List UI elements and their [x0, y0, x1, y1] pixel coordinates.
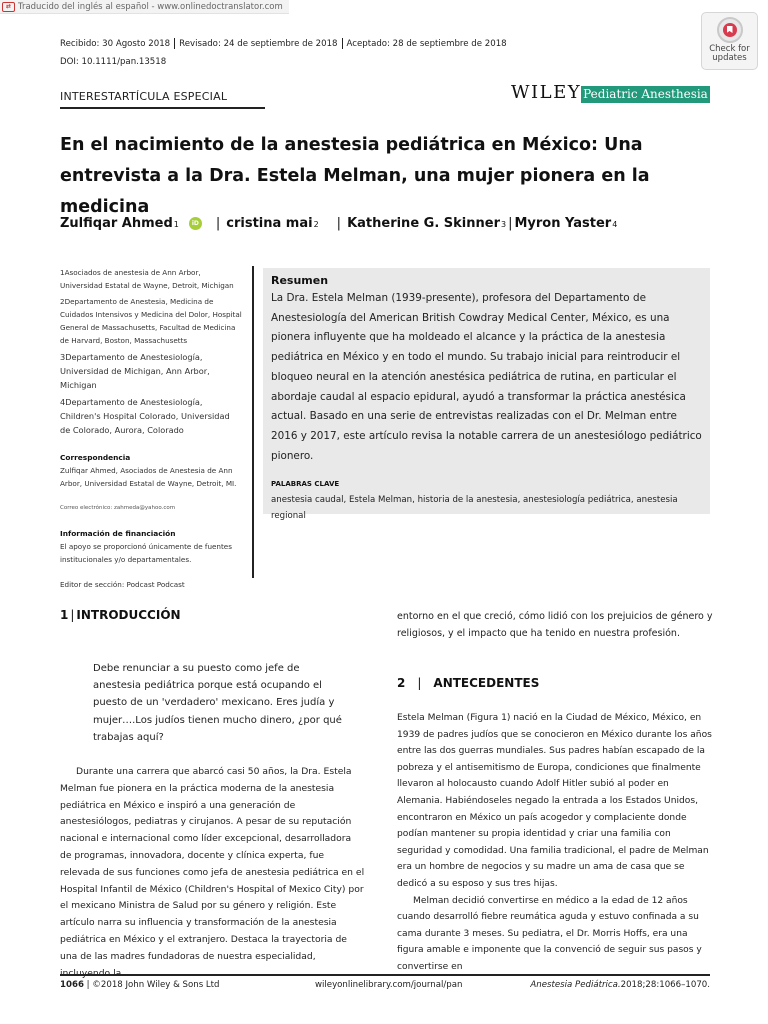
- author-affiliation-number: 4: [612, 220, 618, 229]
- funding-label: Información de financiación: [60, 529, 176, 538]
- section-number: 2: [397, 676, 406, 690]
- divider: [252, 266, 254, 578]
- divider: [342, 38, 343, 49]
- author-name[interactable]: Katherine G. Skinner: [347, 216, 500, 231]
- author-separator: |: [336, 216, 342, 231]
- author-name[interactable]: Myron Yaster: [514, 216, 612, 231]
- article-dates: [60, 39, 507, 49]
- page-number: 1066: [60, 980, 84, 990]
- author-separator: |: [215, 216, 221, 231]
- section-heading: [60, 608, 181, 622]
- affiliation: 1Asociados de anestesia de Ann Arbor, Universidad Estatal de Wayne, Detroit, Michigan: [60, 268, 234, 290]
- paragraph: Melman decidió convertirse en médico a la edad de 12 años cuando desarrolló fiebre reumática aguda y estuvo confinada a su cama durante 3 meses. Su pediatra, el Dr. Morris Hoffs, era una figura amable e imponente que la convenció de seguir sus pasos y convertirse en: [397, 895, 702, 972]
- article-type: INTERESTARTÍCULA ESPECIAL: [60, 90, 228, 103]
- author-affiliation-number: 3: [501, 220, 507, 229]
- article-title: En el nacimiento de la anestesia pediátrica en México: Una entrevista a la Dra. Estela Melman, una mujer pionera en la medicina: [60, 135, 650, 217]
- abstract-box: [263, 268, 710, 522]
- affiliation: 2Departamento de Anestesia, Medicina de Cuidados Intensivos y Medicina del Dolor, Hospital General de Massachusetts, Facultad de Medicina de Harvard, Boston, Massachusetts: [60, 297, 242, 345]
- affiliation: 4Departamento de Anestesiología, Children's Hospital Colorado, Universidad de Colorado, Aurora, Colorado: [60, 397, 230, 435]
- keywords-label: PALABRAS CLAVE: [271, 480, 340, 489]
- paragraph: entorno en el que creció, cómo lidió con los prejuicios de género y religiosos, y el impacto que ha tenido en nuestra profesión.: [397, 611, 713, 639]
- section-body: [397, 710, 713, 976]
- paragraph: Durante una carrera que abarcó casi 50 años, la Dra. Estela Melman fue pionera en la práctica moderna de la anestesia pediátrica en México e inspiró a una generación de anestesiólogos, pediatras y cirujanos. A pesar de su reputación nacional e internacional como líder excepcional, desarrolladora de programas, innovadora, docente y clínica experta, fue relevada de sus funciones como jefa de anestesia pediátrica en el Hospital Infantil de México (Children's Hospital of Mexico City) por el mexicano Ministra de Salud por su género y religión. Este artículo narra su influencia y transformación de la anestesia pediátrica en México y el extranjero. Destaca la trayectoria de una de las madres fundadoras de nuestra especialidad,: [60, 766, 365, 962]
- check-for-updates-button[interactable]: [701, 12, 758, 70]
- section-separator: |: [70, 608, 75, 622]
- section-title: ANTECEDENTES: [433, 676, 540, 690]
- translate-icon: ⇄: [2, 2, 15, 12]
- author-name[interactable]: cristina mai: [226, 216, 313, 231]
- abstract-text: La Dra. Estela Melman (1939-presente), profesora del Departamento de Anestesiología del American British Cowdray Medical Center, México, es una pionera influyente que ha moldeado el alcance y la práctica de la anestesia pediátrica en México y en todo el mundo. Su trabajo inicial para reintroducir el bloqueo neural en la atención anestésica pediátrica de rutina, en particular el abordaje caudal al espacio epidural, ayudó a transformar la práctica anestésica actual. Basado en una serie de entrevistas realizadas con el Dr. Melman entre 2016 y 2017, este artículo revisa la notable carrera de un anestesiólogo pediátrico pionero.: [271, 292, 702, 462]
- keywords: anestesia caudal, Estela Melman, historia de la anestesia, anestesiología pediátrica, anestesia regional: [271, 495, 678, 522]
- author-separator: |: [508, 216, 513, 231]
- section-heading: [397, 676, 539, 690]
- epigraph-quote: Debe renunciar a su puesto como jefe de anestesia pediátrica porque está ocupando el puesto de un 'verdadero' mexicano. Eres judía y mujer….Los judíos tienen mucho dinero, ¿por qué trabajas aquí?: [93, 663, 342, 743]
- journal-logo: Pediatric Anesthesia: [581, 86, 710, 103]
- footer-separator: |: [86, 980, 90, 990]
- divider: [174, 38, 175, 49]
- doi[interactable]: DOI: 10.1111/pan.13518: [60, 57, 167, 67]
- translator-text: Traducido del inglés al español - www.onlinedoctranslator.com: [18, 1, 283, 12]
- citation-volume: 2018;28:1066–1070.: [620, 980, 710, 990]
- accepted-date: Aceptado: 28 de septiembre de 2018: [346, 39, 507, 49]
- section-number: 1: [60, 608, 69, 622]
- translator-bar[interactable]: [0, 0, 289, 14]
- email-link[interactable]: Correo electrónico: zahmeda@yahoo.com: [60, 505, 176, 511]
- abstract-heading: Resumen: [271, 274, 329, 287]
- copyright: ©2018 John Wiley & Sons Ltd: [92, 980, 220, 990]
- publisher-logo: WILEY: [511, 82, 582, 103]
- paragraph: Estela Melman (Figura 1) nació en la Ciudad de México, México, en 1939 de padres judíos que se conocieron en México durante los años entre las dos guerras mundiales. Sus padres habían escapado de la pobreza y el antisemitismo de Europa, condiciones que finalmente llevaron al holocausto cuando Adolf Hitler subió al poder en Alemania. Habiéndoseles negado la entrada a los Estados Unidos, encontraron en México un país acogedor y complaciente donde podían mantener su propia identidad y criar una familia con seguridad y comodidad. Una familia tradicional, el padre de Melman era un hombre de negocios y su madre un ama de casa que se dedicó a su esposo y sus tres hijas.: [397, 713, 712, 889]
- section-editor: Editor de sección: Podcast Podcast: [60, 580, 185, 589]
- divider: [60, 974, 710, 976]
- author-affiliation-number: 1: [173, 220, 179, 229]
- affiliations-sidebar: [60, 266, 242, 591]
- check-updates-label: Check for updates: [709, 44, 750, 63]
- citation: [530, 980, 710, 990]
- correspondence-text: Zulfiqar Ahmed, Asociados de Anestesia de Ann Arbor, Universidad Estatal de Wayne, Detroit, MI.: [60, 466, 237, 488]
- correspondence-label: Correspondencia: [60, 453, 131, 462]
- divider: [60, 107, 265, 109]
- section-title: INTRODUCCIÓN: [76, 608, 181, 622]
- revised-date: Revisado: 24 de septiembre de 2018: [179, 39, 338, 49]
- author-affiliation-number: 2: [313, 220, 319, 229]
- funding-text: El apoyo se proporcionó únicamente de fuentes institucionales y/o departamentales.: [60, 542, 232, 564]
- orcid-icon[interactable]: iD: [189, 217, 202, 230]
- received-date: Recibido: 30 Agosto 2018: [60, 39, 171, 49]
- affiliation: 3Departamento de Anestesiología, Universidad de Michigan, Ann Arbor, Michigan: [60, 352, 210, 390]
- footer-left: [60, 980, 220, 990]
- author-list: [60, 216, 617, 231]
- author-name[interactable]: Zulfiqar Ahmed: [60, 216, 173, 231]
- bookmark-icon: [717, 17, 743, 43]
- section-separator: |: [417, 676, 422, 690]
- journal-url[interactable]: wileyonlinelibrary.com/journal/pan: [315, 980, 463, 990]
- journal-name: Anestesia Pediátrica.: [530, 980, 621, 990]
